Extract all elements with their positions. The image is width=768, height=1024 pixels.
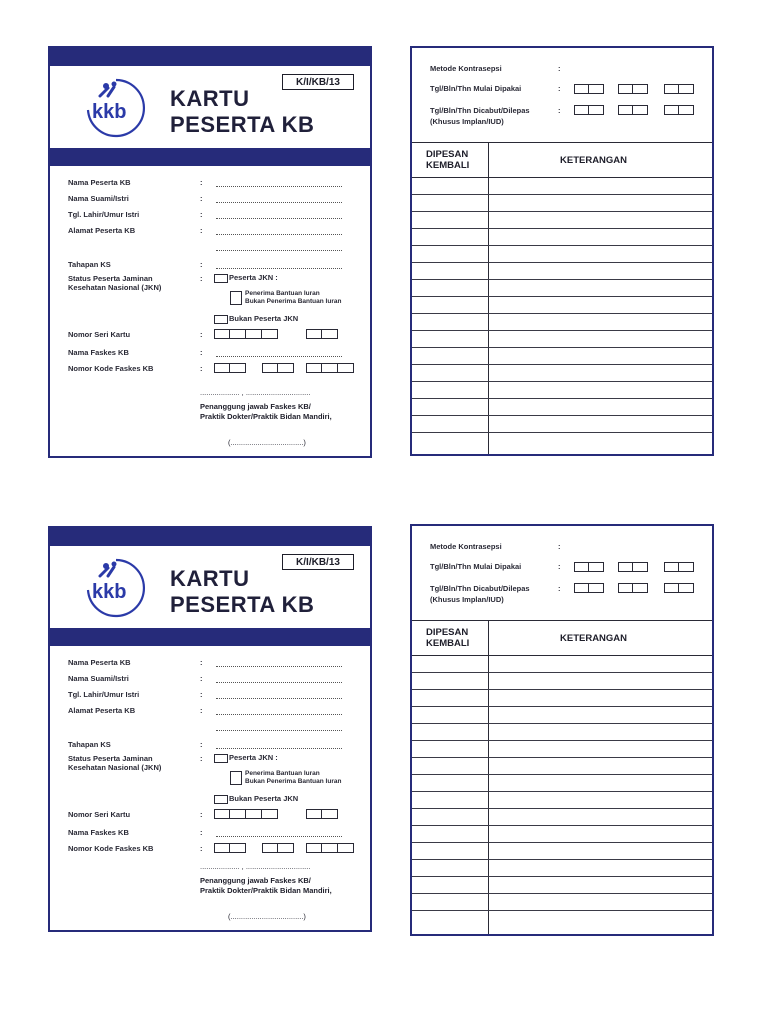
place-date-line[interactable]: ................... , ............................... — [200, 388, 311, 397]
seri-boxes-b[interactable] — [306, 329, 338, 339]
front-card: K/I/KB/13 kkb KARTU PESERTA KB Nama Peserta KB : Nama Suami/Istri : Tgl. Lahir/Umur Istri : Alamat Peserta KB : Tahapan KS : Status Peserta Jaminan Kesehatan Nasional (JKN) : Peserta JKN : Penerima Bantuan Iuran Bukan Penerima Bantuan Iuran Bukan Peserta JKN Nomor Seri Kartu : Nama Faskes KB : Nomor Kode Faskes KB : ................... , ............................... Penanggung jawab Faskes KB/ Praktik Dokter/Praktik Bidan Mandiri, (...................................) — [48, 526, 372, 932]
kode-boxes-a[interactable] — [214, 363, 246, 373]
dicabut-year-boxes[interactable] — [664, 105, 694, 115]
divider-bar — [50, 148, 370, 166]
checkbox-peserta-jkn[interactable] — [214, 754, 228, 763]
field-tgl-lahir[interactable]: Tgl. Lahir/Umur Istri : — [68, 690, 358, 702]
field-alamat-2[interactable] — [68, 242, 358, 254]
field-nama-faskes[interactable]: Nama Faskes KB : — [68, 348, 358, 360]
label-metode: Metode Kontrasepsi — [430, 542, 502, 551]
table-column-divider — [488, 143, 489, 454]
place-date-line[interactable]: ................... , ............................... — [200, 862, 311, 871]
mulai-year-boxes[interactable] — [664, 84, 694, 94]
card-code: K/I/KB/13 — [282, 74, 354, 90]
kode-boxes-a[interactable] — [214, 843, 246, 853]
field-kode-faskes[interactable]: Nomor Kode Faskes KB : — [68, 364, 358, 376]
field-status-jkn: Status Peserta Jaminan Kesehatan Nasional (JKN) : — [68, 274, 203, 292]
field-nama-faskes[interactable]: Nama Faskes KB : — [68, 828, 358, 840]
header-keterangan: KETERANGAN — [560, 633, 628, 644]
option-bukan-jkn[interactable]: Bukan Peserta JKN — [214, 314, 298, 324]
visit-table — [412, 142, 712, 454]
dicabut-month-boxes[interactable] — [618, 105, 648, 115]
dicabut-day-boxes[interactable] — [574, 105, 604, 115]
option-peserta-jkn[interactable]: Peserta JKN : — [214, 273, 278, 283]
seri-boxes-a[interactable] — [214, 809, 278, 819]
checkbox-bukan-jkn[interactable] — [214, 795, 228, 804]
header-dipesan-kembali: DIPESAN KEMBALI — [426, 627, 470, 649]
label-khusus: (Khusus Implan/IUD) — [430, 117, 504, 126]
mulai-month-boxes[interactable] — [618, 84, 648, 94]
logo-text: kkb — [92, 581, 127, 603]
field-alamat[interactable]: Alamat Peserta KB : — [68, 706, 358, 718]
label-dicabut: Tgl/Bln/Thn Dicabut/Dilepas — [430, 106, 530, 115]
kode-boxes-c[interactable] — [306, 843, 354, 853]
field-nomor-seri[interactable]: Nomor Seri Kartu : — [68, 330, 358, 342]
kode-boxes-b[interactable] — [262, 363, 294, 373]
field-tahapan[interactable]: Tahapan KS : — [68, 740, 358, 752]
signatory-label: Penanggung jawab Faskes KB/ Praktik Dokter/Praktik Bidan Mandiri, — [200, 876, 332, 895]
field-alamat[interactable]: Alamat Peserta KB : — [68, 226, 358, 238]
card-code: K/I/KB/13 — [282, 554, 354, 570]
label-mulai: Tgl/Bln/Thn Mulai Dipakai — [430, 84, 522, 93]
header-bar — [50, 528, 370, 546]
kode-boxes-b[interactable] — [262, 843, 294, 853]
kode-boxes-c[interactable] — [306, 363, 354, 373]
kkb-logo — [80, 72, 150, 142]
card-title: KARTU PESERTA KB — [170, 86, 315, 137]
field-tgl-lahir[interactable]: Tgl. Lahir/Umur Istri : — [68, 210, 358, 222]
field-nomor-seri[interactable]: Nomor Seri Kartu : — [68, 810, 358, 822]
field-kode-faskes[interactable]: Nomor Kode Faskes KB : — [68, 844, 358, 856]
divider-bar — [50, 628, 370, 646]
checkbox-pbi[interactable] — [230, 771, 242, 785]
logo-text: kkb — [92, 101, 127, 123]
label-khusus: (Khusus Implan/IUD) — [430, 595, 504, 604]
header-keterangan: KETERANGAN — [560, 155, 628, 166]
back-card: Metode Kontrasepsi : Tgl/Bln/Thn Mulai Dipakai : Tgl/Bln/Thn Dicabut/Dilepas : (Khusus Implan/IUD) DIPESAN KEMBALI KETERANGAN — [410, 46, 714, 456]
signature-name[interactable]: (...................................) — [228, 438, 306, 447]
dicabut-month-boxes[interactable] — [618, 583, 648, 593]
signatory-label: Penanggung jawab Faskes KB/ Praktik Dokter/Praktik Bidan Mandiri, — [200, 402, 332, 421]
field-nama-suami[interactable]: Nama Suami/Istri : — [68, 194, 358, 206]
seri-boxes-b[interactable] — [306, 809, 338, 819]
checkbox-peserta-jkn[interactable] — [214, 274, 228, 283]
seri-boxes-a[interactable] — [214, 329, 278, 339]
back-card: Metode Kontrasepsi : Tgl/Bln/Thn Mulai Dipakai : Tgl/Bln/Thn Dicabut/Dilepas : (Khusus Implan/IUD) DIPESAN KEMBALI KETERANGAN — [410, 524, 714, 936]
checkbox-pbi[interactable] — [230, 291, 242, 305]
visit-table — [412, 620, 712, 934]
table-header — [412, 621, 712, 656]
mulai-year-boxes[interactable] — [664, 562, 694, 572]
front-card: K/I/KB/13 kkb KARTU PESERTA KB Nama Peserta KB : Nama Suami/Istri : Tgl. Lahir/Umur Istri : Alamat Peserta KB : Tahapan KS : Status Peserta Jaminan Kesehatan Nasional (JKN) : Peserta JKN : Penerima Bantuan Iuran Bukan Penerima Bantuan Iuran Bukan Peserta JKN Nomor Seri Kartu : Nama Faskes KB : Nomor Kode Faskes KB : ................... , ............................... Penanggung jawab Faskes KB/ Praktik Dokter/Praktik Bidan Mandiri, (...................................) — [48, 46, 372, 458]
label-mulai: Tgl/Bln/Thn Mulai Dipakai — [430, 562, 522, 571]
signature-name[interactable]: (...................................) — [228, 912, 306, 921]
table-header — [412, 143, 712, 178]
card-title: KARTU PESERTA KB — [170, 566, 315, 617]
field-nama-peserta[interactable]: Nama Peserta KB : — [68, 658, 358, 670]
dicabut-year-boxes[interactable] — [664, 583, 694, 593]
table-column-divider — [488, 621, 489, 934]
label-dicabut: Tgl/Bln/Thn Dicabut/Dilepas — [430, 584, 530, 593]
label-metode: Metode Kontrasepsi — [430, 64, 502, 73]
kkb-logo — [80, 552, 150, 622]
field-nama-peserta[interactable]: Nama Peserta KB : — [68, 178, 358, 190]
header-dipesan-kembali: DIPESAN KEMBALI — [426, 149, 470, 171]
dicabut-day-boxes[interactable] — [574, 583, 604, 593]
field-nama-suami[interactable]: Nama Suami/Istri : — [68, 674, 358, 686]
field-tahapan[interactable]: Tahapan KS : — [68, 260, 358, 272]
field-status-jkn: Status Peserta Jaminan Kesehatan Nasional (JKN) : — [68, 754, 203, 772]
mulai-day-boxes[interactable] — [574, 562, 604, 572]
mulai-day-boxes[interactable] — [574, 84, 604, 94]
option-bukan-jkn[interactable]: Bukan Peserta JKN — [214, 794, 298, 804]
checkbox-bukan-jkn[interactable] — [214, 315, 228, 324]
mulai-month-boxes[interactable] — [618, 562, 648, 572]
header-bar — [50, 48, 370, 66]
field-alamat-2[interactable] — [68, 722, 358, 734]
option-peserta-jkn[interactable]: Peserta JKN : — [214, 753, 278, 763]
